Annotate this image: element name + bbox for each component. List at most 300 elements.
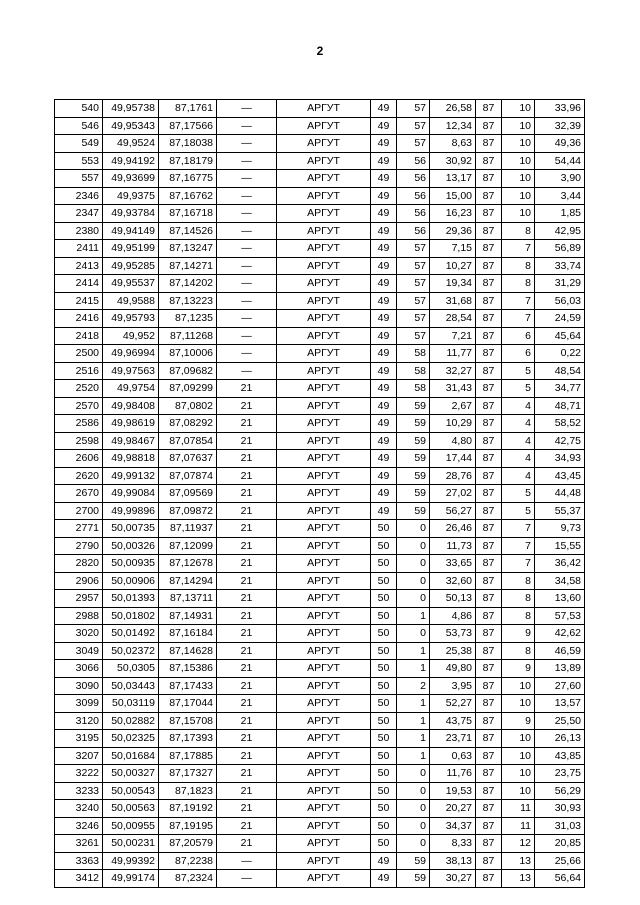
cell-lon-deg: 87	[476, 852, 502, 870]
cell-lat-deg: 50	[371, 607, 397, 625]
cell-longitude: 87,17393	[159, 730, 217, 748]
cell-latitude: 50,0305	[103, 660, 159, 678]
cell-lon-deg: 87	[476, 170, 502, 188]
cell-code: —	[217, 117, 277, 135]
cell-lat-deg: 50	[371, 677, 397, 695]
cell-lon-deg: 87	[476, 415, 502, 433]
table-row	[55, 432, 585, 450]
cell-latitude: 49,95738	[103, 100, 159, 118]
cell-name: АРГУТ	[277, 415, 371, 433]
cell-point-id: 2790	[55, 537, 103, 555]
cell-lat-min: 58	[397, 345, 430, 363]
table-row	[55, 817, 585, 835]
cell-lat-sec: 26,58	[430, 100, 476, 118]
cell-latitude: 50,00955	[103, 817, 159, 835]
cell-lon-sec: 48,71	[535, 397, 585, 415]
cell-name: АРГУТ	[277, 187, 371, 205]
cell-lat-deg: 50	[371, 660, 397, 678]
cell-lat-min: 1	[397, 607, 430, 625]
cell-latitude: 50,01684	[103, 747, 159, 765]
table-row	[55, 555, 585, 573]
cell-lat-sec: 26,46	[430, 520, 476, 538]
cell-lon-sec: 13,57	[535, 695, 585, 713]
cell-latitude: 49,9524	[103, 135, 159, 153]
cell-lon-min: 13	[502, 870, 535, 888]
cell-code: 21	[217, 747, 277, 765]
table-row	[55, 397, 585, 415]
cell-code: —	[217, 310, 277, 328]
cell-lat-min: 56	[397, 152, 430, 170]
cell-latitude: 49,95537	[103, 275, 159, 293]
cell-lat-deg: 49	[371, 152, 397, 170]
cell-lat-sec: 32,60	[430, 572, 476, 590]
cell-lat-min: 59	[397, 870, 430, 888]
cell-lon-sec: 9,73	[535, 520, 585, 538]
cell-lon-min: 13	[502, 852, 535, 870]
cell-lat-sec: 8,63	[430, 135, 476, 153]
cell-lon-min: 5	[502, 502, 535, 520]
cell-longitude: 87,19192	[159, 800, 217, 818]
cell-code: 21	[217, 520, 277, 538]
cell-lon-sec: 43,85	[535, 747, 585, 765]
cell-lon-sec: 23,75	[535, 765, 585, 783]
cell-point-id: 3120	[55, 712, 103, 730]
cell-name: АРГУТ	[277, 257, 371, 275]
cell-name: АРГУТ	[277, 590, 371, 608]
cell-longitude: 87,09569	[159, 485, 217, 503]
table-row	[55, 695, 585, 713]
cell-lon-min: 10	[502, 730, 535, 748]
cell-lat-sec: 16,23	[430, 205, 476, 223]
cell-name: АРГУТ	[277, 502, 371, 520]
cell-code: 21	[217, 712, 277, 730]
cell-name: АРГУТ	[277, 695, 371, 713]
cell-latitude: 49,98818	[103, 450, 159, 468]
table-row	[55, 870, 585, 888]
cell-code: 21	[217, 730, 277, 748]
cell-code: 21	[217, 800, 277, 818]
table-row	[55, 117, 585, 135]
cell-lat-min: 0	[397, 800, 430, 818]
cell-latitude: 50,01393	[103, 590, 159, 608]
cell-code: 21	[217, 450, 277, 468]
cell-lat-sec: 17,44	[430, 450, 476, 468]
cell-lon-min: 6	[502, 345, 535, 363]
cell-lon-sec: 0,22	[535, 345, 585, 363]
cell-lat-deg: 49	[371, 327, 397, 345]
cell-name: АРГУТ	[277, 572, 371, 590]
table-row	[55, 327, 585, 345]
cell-code: 21	[217, 642, 277, 660]
cell-name: АРГУТ	[277, 730, 371, 748]
cell-point-id: 2516	[55, 362, 103, 380]
cell-lat-sec: 30,27	[430, 870, 476, 888]
cell-lat-deg: 49	[371, 205, 397, 223]
page-number: 2	[316, 44, 324, 58]
cell-name: АРГУТ	[277, 432, 371, 450]
cell-point-id: 2820	[55, 555, 103, 573]
cell-code: 21	[217, 555, 277, 573]
cell-lon-sec: 31,03	[535, 817, 585, 835]
cell-lon-min: 4	[502, 432, 535, 450]
cell-lat-min: 1	[397, 712, 430, 730]
cell-lat-sec: 8,33	[430, 835, 476, 853]
cell-lat-deg: 49	[371, 100, 397, 118]
cell-longitude: 87,07854	[159, 432, 217, 450]
cell-longitude: 87,18038	[159, 135, 217, 153]
cell-lon-sec: 20,85	[535, 835, 585, 853]
cell-code: —	[217, 187, 277, 205]
cell-lat-deg: 49	[371, 187, 397, 205]
cell-lon-min: 12	[502, 835, 535, 853]
cell-name: АРГУТ	[277, 380, 371, 398]
table-row	[55, 467, 585, 485]
cell-code: —	[217, 152, 277, 170]
cell-lon-min: 8	[502, 607, 535, 625]
cell-longitude: 87,14628	[159, 642, 217, 660]
cell-longitude: 87,13223	[159, 292, 217, 310]
cell-lat-min: 1	[397, 642, 430, 660]
table-row	[55, 747, 585, 765]
cell-lon-min: 4	[502, 397, 535, 415]
cell-lat-min: 0	[397, 520, 430, 538]
cell-longitude: 87,2238	[159, 852, 217, 870]
cell-lon-sec: 3,90	[535, 170, 585, 188]
cell-lat-deg: 49	[371, 310, 397, 328]
cell-point-id: 2771	[55, 520, 103, 538]
cell-lon-deg: 87	[476, 835, 502, 853]
cell-lon-min: 4	[502, 450, 535, 468]
table-row	[55, 152, 585, 170]
cell-lon-min: 10	[502, 187, 535, 205]
cell-longitude: 87,19195	[159, 817, 217, 835]
cell-lon-deg: 87	[476, 327, 502, 345]
cell-latitude: 50,00326	[103, 537, 159, 555]
cell-name: АРГУТ	[277, 852, 371, 870]
cell-longitude: 87,20579	[159, 835, 217, 853]
cell-lat-min: 59	[397, 397, 430, 415]
cell-lon-sec: 36,42	[535, 555, 585, 573]
cell-code: —	[217, 275, 277, 293]
cell-latitude: 49,99896	[103, 502, 159, 520]
cell-lon-sec: 44,48	[535, 485, 585, 503]
cell-lat-deg: 50	[371, 747, 397, 765]
cell-lon-sec: 56,03	[535, 292, 585, 310]
cell-point-id: 549	[55, 135, 103, 153]
coordinates-table	[54, 99, 585, 888]
cell-lon-sec: 46,59	[535, 642, 585, 660]
cell-lon-deg: 87	[476, 660, 502, 678]
cell-lat-min: 0	[397, 835, 430, 853]
cell-code: 21	[217, 415, 277, 433]
cell-lon-deg: 87	[476, 345, 502, 363]
table-row	[55, 257, 585, 275]
cell-lon-deg: 87	[476, 135, 502, 153]
cell-lat-min: 57	[397, 135, 430, 153]
cell-latitude: 50,00231	[103, 835, 159, 853]
cell-lat-min: 59	[397, 852, 430, 870]
table-row	[55, 625, 585, 643]
cell-latitude: 49,98619	[103, 415, 159, 433]
cell-point-id: 3090	[55, 677, 103, 695]
cell-lon-deg: 87	[476, 695, 502, 713]
cell-lon-min: 8	[502, 275, 535, 293]
cell-longitude: 87,14294	[159, 572, 217, 590]
cell-point-id: 3240	[55, 800, 103, 818]
cell-point-id: 2957	[55, 590, 103, 608]
cell-point-id: 2606	[55, 450, 103, 468]
cell-lon-deg: 87	[476, 520, 502, 538]
cell-latitude: 50,03119	[103, 695, 159, 713]
table-row	[55, 292, 585, 310]
cell-name: АРГУТ	[277, 275, 371, 293]
cell-lat-min: 57	[397, 117, 430, 135]
cell-point-id: 2380	[55, 222, 103, 240]
cell-lat-sec: 4,86	[430, 607, 476, 625]
cell-lat-deg: 49	[371, 397, 397, 415]
cell-latitude: 49,9754	[103, 380, 159, 398]
cell-latitude: 49,9588	[103, 292, 159, 310]
cell-name: АРГУТ	[277, 817, 371, 835]
table-row	[55, 800, 585, 818]
cell-lon-sec: 31,29	[535, 275, 585, 293]
cell-point-id: 3412	[55, 870, 103, 888]
table-row	[55, 835, 585, 853]
cell-lon-sec: 27,60	[535, 677, 585, 695]
cell-latitude: 50,01492	[103, 625, 159, 643]
cell-latitude: 49,98408	[103, 397, 159, 415]
cell-lon-deg: 87	[476, 187, 502, 205]
cell-lon-sec: 30,93	[535, 800, 585, 818]
cell-lat-sec: 53,73	[430, 625, 476, 643]
cell-latitude: 49,99392	[103, 852, 159, 870]
cell-latitude: 49,99132	[103, 467, 159, 485]
cell-latitude: 50,00935	[103, 555, 159, 573]
cell-lat-min: 1	[397, 747, 430, 765]
cell-name: АРГУТ	[277, 660, 371, 678]
cell-lon-sec: 34,93	[535, 450, 585, 468]
cell-lat-sec: 23,71	[430, 730, 476, 748]
cell-lat-min: 59	[397, 502, 430, 520]
cell-name: АРГУТ	[277, 450, 371, 468]
cell-name: АРГУТ	[277, 205, 371, 223]
cell-longitude: 87,17044	[159, 695, 217, 713]
cell-lat-deg: 49	[371, 502, 397, 520]
cell-code: —	[217, 100, 277, 118]
cell-lat-deg: 49	[371, 415, 397, 433]
cell-code: 21	[217, 660, 277, 678]
cell-longitude: 87,10006	[159, 345, 217, 363]
cell-longitude: 87,1761	[159, 100, 217, 118]
cell-code: 21	[217, 607, 277, 625]
cell-point-id: 3233	[55, 782, 103, 800]
cell-name: АРГУТ	[277, 327, 371, 345]
cell-point-id: 2347	[55, 205, 103, 223]
cell-lat-min: 57	[397, 292, 430, 310]
cell-lon-min: 10	[502, 117, 535, 135]
cell-lon-min: 11	[502, 817, 535, 835]
table-row	[55, 520, 585, 538]
cell-latitude: 49,93699	[103, 170, 159, 188]
cell-name: АРГУТ	[277, 607, 371, 625]
cell-lat-min: 1	[397, 695, 430, 713]
cell-lat-sec: 11,77	[430, 345, 476, 363]
cell-latitude: 50,00543	[103, 782, 159, 800]
cell-longitude: 87,12099	[159, 537, 217, 555]
cell-lon-deg: 87	[476, 730, 502, 748]
cell-lon-min: 10	[502, 152, 535, 170]
cell-point-id: 2418	[55, 327, 103, 345]
cell-lat-sec: 25,38	[430, 642, 476, 660]
cell-lat-deg: 49	[371, 485, 397, 503]
cell-point-id: 2570	[55, 397, 103, 415]
cell-point-id: 2415	[55, 292, 103, 310]
cell-lat-min: 57	[397, 310, 430, 328]
cell-lat-sec: 34,37	[430, 817, 476, 835]
cell-lon-deg: 87	[476, 642, 502, 660]
cell-lat-sec: 15,00	[430, 187, 476, 205]
cell-name: АРГУТ	[277, 677, 371, 695]
table-row	[55, 345, 585, 363]
cell-code: 21	[217, 677, 277, 695]
cell-code: 21	[217, 817, 277, 835]
cell-lat-min: 59	[397, 450, 430, 468]
cell-lat-sec: 2,67	[430, 397, 476, 415]
cell-code: —	[217, 362, 277, 380]
table-row	[55, 765, 585, 783]
cell-longitude: 87,17566	[159, 117, 217, 135]
cell-lat-min: 58	[397, 380, 430, 398]
cell-lat-deg: 50	[371, 835, 397, 853]
cell-code: 21	[217, 502, 277, 520]
cell-name: АРГУТ	[277, 835, 371, 853]
cell-lon-min: 4	[502, 467, 535, 485]
cell-lon-deg: 87	[476, 817, 502, 835]
cell-lat-min: 56	[397, 187, 430, 205]
table-row	[55, 450, 585, 468]
cell-longitude: 87,17885	[159, 747, 217, 765]
cell-lat-min: 0	[397, 625, 430, 643]
cell-lon-deg: 87	[476, 485, 502, 503]
cell-lon-deg: 87	[476, 257, 502, 275]
cell-lat-min: 57	[397, 240, 430, 258]
cell-code: —	[217, 292, 277, 310]
table-row	[55, 852, 585, 870]
cell-lon-sec: 56,89	[535, 240, 585, 258]
cell-point-id: 2598	[55, 432, 103, 450]
cell-lat-min: 1	[397, 730, 430, 748]
cell-name: АРГУТ	[277, 642, 371, 660]
cell-lon-deg: 87	[476, 747, 502, 765]
cell-lat-deg: 49	[371, 135, 397, 153]
cell-lon-sec: 25,50	[535, 712, 585, 730]
table-body	[55, 100, 585, 888]
cell-longitude: 87,15708	[159, 712, 217, 730]
cell-code: —	[217, 135, 277, 153]
cell-point-id: 540	[55, 100, 103, 118]
cell-name: АРГУТ	[277, 800, 371, 818]
table-row	[55, 642, 585, 660]
cell-lat-deg: 50	[371, 555, 397, 573]
cell-longitude: 87,13247	[159, 240, 217, 258]
cell-latitude: 50,01802	[103, 607, 159, 625]
table-row	[55, 537, 585, 555]
cell-lon-sec: 54,44	[535, 152, 585, 170]
cell-lon-min: 10	[502, 695, 535, 713]
cell-longitude: 87,14202	[159, 275, 217, 293]
cell-lat-sec: 50,13	[430, 590, 476, 608]
cell-name: АРГУТ	[277, 152, 371, 170]
cell-latitude: 49,94192	[103, 152, 159, 170]
cell-lon-min: 8	[502, 572, 535, 590]
cell-point-id: 3020	[55, 625, 103, 643]
cell-code: 21	[217, 380, 277, 398]
cell-point-id: 3099	[55, 695, 103, 713]
cell-lon-min: 8	[502, 257, 535, 275]
cell-name: АРГУТ	[277, 467, 371, 485]
cell-latitude: 49,96994	[103, 345, 159, 363]
cell-lon-sec: 24,59	[535, 310, 585, 328]
cell-latitude: 49,97563	[103, 362, 159, 380]
cell-lat-sec: 32,27	[430, 362, 476, 380]
cell-lon-min: 5	[502, 362, 535, 380]
cell-lat-deg: 49	[371, 170, 397, 188]
cell-latitude: 49,95793	[103, 310, 159, 328]
table-row	[55, 187, 585, 205]
cell-lat-sec: 19,53	[430, 782, 476, 800]
cell-latitude: 49,952	[103, 327, 159, 345]
cell-lat-sec: 31,43	[430, 380, 476, 398]
cell-point-id: 2413	[55, 257, 103, 275]
cell-lat-sec: 43,75	[430, 712, 476, 730]
cell-longitude: 87,14931	[159, 607, 217, 625]
cell-longitude: 87,07637	[159, 450, 217, 468]
cell-latitude: 50,00563	[103, 800, 159, 818]
cell-lon-deg: 87	[476, 590, 502, 608]
cell-lon-min: 9	[502, 625, 535, 643]
cell-lat-sec: 38,13	[430, 852, 476, 870]
cell-lon-min: 7	[502, 240, 535, 258]
cell-lat-deg: 50	[371, 765, 397, 783]
cell-lon-deg: 87	[476, 870, 502, 888]
cell-lat-min: 56	[397, 205, 430, 223]
cell-lat-deg: 49	[371, 117, 397, 135]
cell-lon-deg: 87	[476, 712, 502, 730]
table-row	[55, 502, 585, 520]
table-row	[55, 100, 585, 118]
cell-lon-deg: 87	[476, 625, 502, 643]
cell-name: АРГУТ	[277, 555, 371, 573]
cell-lon-min: 5	[502, 380, 535, 398]
cell-point-id: 2411	[55, 240, 103, 258]
cell-name: АРГУТ	[277, 135, 371, 153]
cell-code: 21	[217, 590, 277, 608]
cell-lat-sec: 49,80	[430, 660, 476, 678]
cell-lon-min: 8	[502, 590, 535, 608]
cell-name: АРГУТ	[277, 712, 371, 730]
table-row	[55, 362, 585, 380]
cell-longitude: 87,14271	[159, 257, 217, 275]
cell-longitude: 87,15386	[159, 660, 217, 678]
cell-longitude: 87,18179	[159, 152, 217, 170]
cell-lon-deg: 87	[476, 782, 502, 800]
cell-code: 21	[217, 397, 277, 415]
cell-lat-deg: 50	[371, 520, 397, 538]
cell-longitude: 87,12678	[159, 555, 217, 573]
cell-lat-sec: 4,80	[430, 432, 476, 450]
cell-lon-sec: 55,37	[535, 502, 585, 520]
cell-code: 21	[217, 765, 277, 783]
